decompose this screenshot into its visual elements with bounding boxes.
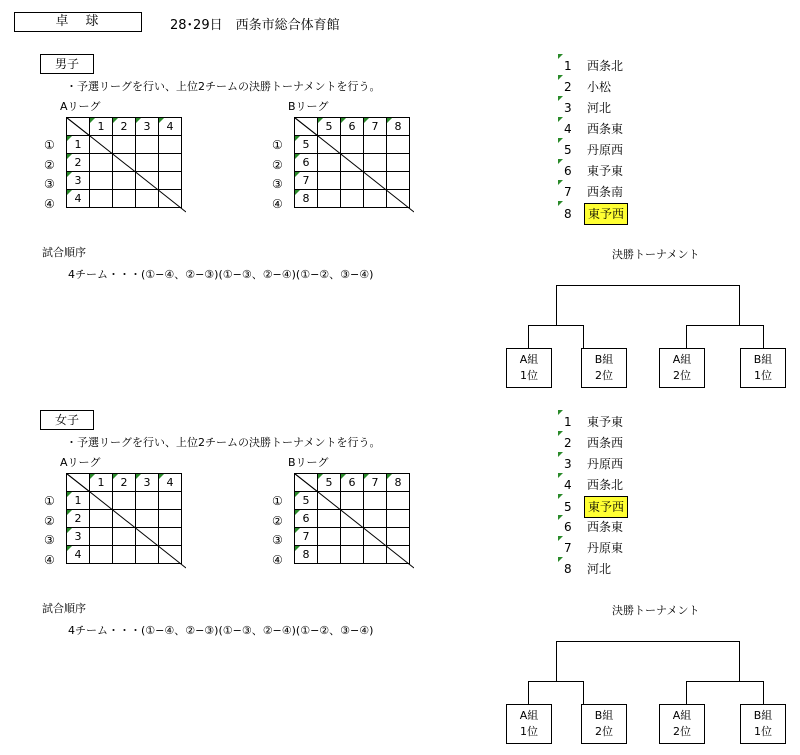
team-number: 4 [564, 478, 572, 492]
bracket-line [686, 681, 687, 704]
corner-mark-icon [558, 201, 563, 206]
rank-circle: ② [272, 157, 283, 172]
slot-rank: 2位 [595, 725, 613, 738]
rank-circle: ③ [272, 177, 283, 191]
bracket-slot [581, 348, 627, 388]
team-name: 西条東 [587, 122, 624, 136]
row-header: 4 [67, 190, 90, 208]
bracket-line [686, 325, 687, 348]
team-name: 東予西 [584, 203, 628, 225]
rank-circle: ④ [44, 196, 55, 211]
bracket-line [763, 325, 764, 348]
bracket-line [739, 285, 740, 325]
bracket-line [528, 681, 529, 704]
bracket-slot [740, 348, 786, 388]
team-item [564, 140, 626, 160]
team-item [564, 454, 626, 474]
slot-rank: 1位 [520, 369, 538, 382]
rank-circle: ② [272, 513, 283, 528]
bracket-slot [581, 704, 627, 744]
bracket-line [583, 325, 584, 348]
slot-rank: 2位 [595, 369, 613, 382]
team-item [564, 496, 628, 516]
rank-circle: ④ [272, 552, 283, 567]
team-name: 丹原西 [587, 143, 624, 157]
team-number: 5 [564, 500, 572, 514]
team-name: 西条南 [587, 185, 624, 199]
col-header: 4 [159, 474, 182, 492]
league-label: Bリーグ [288, 100, 329, 113]
diagonal-line [66, 117, 186, 220]
section-label: 男子 [40, 54, 94, 74]
col-header: 2 [113, 118, 136, 136]
team-item [564, 77, 614, 97]
section-note: ・予選リーグを行い、上位2チームの決勝トーナメントを行う。 [66, 80, 381, 93]
row-header: 1 [67, 492, 90, 510]
slot-rank: 1位 [520, 725, 538, 738]
corner-mark-icon [558, 452, 563, 457]
corner-mark-icon [558, 75, 563, 80]
col-header: 7 [364, 118, 387, 136]
bracket-line [686, 325, 764, 326]
slot-group: B組 [753, 353, 773, 366]
row-header: 4 [67, 546, 90, 564]
col-header: 8 [387, 118, 410, 136]
col-header: 5 [318, 474, 341, 492]
team-name: 東予西 [584, 496, 628, 518]
corner-mark-icon [558, 410, 563, 415]
league-label: Aリーグ [60, 100, 101, 113]
corner-mark-icon [558, 96, 563, 101]
diagonal-line [66, 473, 186, 576]
team-name: 西条北 [587, 478, 624, 492]
league-label: Aリーグ [60, 456, 101, 469]
section-label: 女子 [40, 410, 94, 430]
slot-rank: 2位 [673, 369, 691, 382]
team-number: 5 [564, 143, 572, 157]
team-number: 7 [564, 185, 572, 199]
row-header: 1 [67, 136, 90, 154]
team-item [564, 56, 626, 76]
order-label: 試合順序 [42, 602, 86, 615]
slot-rank: 1位 [754, 369, 772, 382]
col-header: 2 [113, 474, 136, 492]
slot-group: A組 [672, 353, 692, 366]
bracket-line [556, 641, 740, 642]
team-item [564, 119, 626, 139]
league-label: Bリーグ [288, 456, 329, 469]
corner-mark-icon [558, 138, 563, 143]
col-header: 1 [90, 474, 113, 492]
bracket-line [528, 325, 529, 348]
col-header: 6 [341, 118, 364, 136]
bracket-slot [659, 348, 705, 388]
team-number: 3 [564, 457, 572, 471]
row-header: 6 [295, 510, 318, 528]
rank-circle: ① [272, 494, 283, 508]
team-number: 4 [564, 122, 572, 136]
team-item [564, 538, 626, 558]
bracket-slot [740, 704, 786, 744]
slot-group: B組 [594, 353, 614, 366]
slot-group: B組 [594, 709, 614, 722]
order-text: 4チーム・・・(①−④、②−③)(①−③、②−④)(①−②、③−④) [68, 624, 374, 637]
order-text: 4チーム・・・(①−④、②−③)(①−③、②−④)(①−②、③−④) [68, 268, 374, 281]
bracket-line [556, 641, 557, 681]
row-header: 5 [295, 136, 318, 154]
row-header: 6 [295, 154, 318, 172]
event-info: 28･29日 西条市総合体育館 [170, 18, 340, 33]
col-header: 5 [318, 118, 341, 136]
team-number: 2 [564, 80, 572, 94]
rank-circle: ③ [44, 533, 55, 547]
team-number: 8 [564, 207, 572, 221]
team-name: 西条西 [587, 436, 624, 450]
col-header: 3 [136, 118, 159, 136]
bracket-line [528, 681, 584, 682]
team-name: 河北 [587, 101, 612, 115]
team-number: 8 [564, 562, 572, 576]
team-item [564, 475, 626, 495]
team-item [564, 433, 626, 453]
rank-circle: ① [272, 138, 283, 152]
team-name: 東予東 [587, 415, 624, 429]
slot-group: A組 [519, 353, 539, 366]
slot-rank: 2位 [673, 725, 691, 738]
bracket-title: 決勝トーナメント [612, 248, 700, 261]
slot-group: B組 [753, 709, 773, 722]
col-header: 8 [387, 474, 410, 492]
bracket-line [556, 285, 557, 325]
col-header: 1 [90, 118, 113, 136]
order-label: 試合順序 [42, 246, 86, 259]
slot-group: A組 [672, 709, 692, 722]
row-header: 7 [295, 172, 318, 190]
team-item [564, 182, 626, 202]
bracket-slot [506, 348, 552, 388]
team-item [564, 161, 626, 181]
bracket-line [739, 641, 740, 681]
team-item [564, 559, 614, 579]
team-number: 1 [564, 59, 572, 73]
team-name: 西条東 [587, 520, 624, 534]
team-number: 6 [564, 164, 572, 178]
team-number: 7 [564, 541, 572, 555]
corner-mark-icon [558, 536, 563, 541]
bracket-slot [659, 704, 705, 744]
diagonal-line [294, 117, 414, 220]
bracket-line [763, 681, 764, 704]
col-header: 4 [159, 118, 182, 136]
team-item [564, 517, 626, 537]
team-number: 2 [564, 436, 572, 450]
rank-circle: ② [44, 513, 55, 528]
rank-circle: ② [44, 157, 55, 172]
rank-circle: ③ [44, 177, 55, 191]
row-header: 8 [295, 190, 318, 208]
section-note: ・予選リーグを行い、上位2チームの決勝トーナメントを行う。 [66, 436, 381, 449]
team-number: 1 [564, 415, 572, 429]
diagonal-line [294, 473, 414, 576]
team-number: 3 [564, 101, 572, 115]
team-item [564, 98, 614, 118]
bracket-slot [506, 704, 552, 744]
row-header: 7 [295, 528, 318, 546]
team-number: 6 [564, 520, 572, 534]
bracket-line [583, 681, 584, 704]
rank-circle: ① [44, 138, 55, 152]
corner-mark-icon [558, 180, 563, 185]
sport-title: 卓 球 [14, 12, 142, 32]
corner-mark-icon [558, 117, 563, 122]
corner-mark-icon [558, 159, 563, 164]
team-name: 小松 [587, 80, 612, 94]
corner-mark-icon [558, 515, 563, 520]
team-name: 河北 [587, 562, 612, 576]
team-name: 丹原西 [587, 457, 624, 471]
slot-group: A組 [519, 709, 539, 722]
row-header: 3 [67, 172, 90, 190]
corner-mark-icon [558, 54, 563, 59]
rank-circle: ④ [272, 196, 283, 211]
rank-circle: ④ [44, 552, 55, 567]
corner-mark-icon [558, 557, 563, 562]
row-header: 2 [67, 154, 90, 172]
corner-mark-icon [558, 473, 563, 478]
corner-mark-icon [558, 431, 563, 436]
slot-rank: 1位 [754, 725, 772, 738]
team-name: 東予東 [587, 164, 624, 178]
team-item [564, 412, 626, 432]
col-header: 6 [341, 474, 364, 492]
col-header: 7 [364, 474, 387, 492]
bracket-line [556, 285, 740, 286]
bracket-line [528, 325, 584, 326]
bracket-line [686, 681, 764, 682]
rank-circle: ③ [272, 533, 283, 547]
row-header: 8 [295, 546, 318, 564]
col-header: 3 [136, 474, 159, 492]
bracket-title: 決勝トーナメント [612, 604, 700, 617]
rank-circle: ① [44, 494, 55, 508]
team-item [564, 203, 628, 223]
row-header: 3 [67, 528, 90, 546]
corner-mark-icon [558, 494, 563, 499]
team-name: 西条北 [587, 59, 624, 73]
row-header: 2 [67, 510, 90, 528]
team-name: 丹原東 [587, 541, 624, 555]
row-header: 5 [295, 492, 318, 510]
